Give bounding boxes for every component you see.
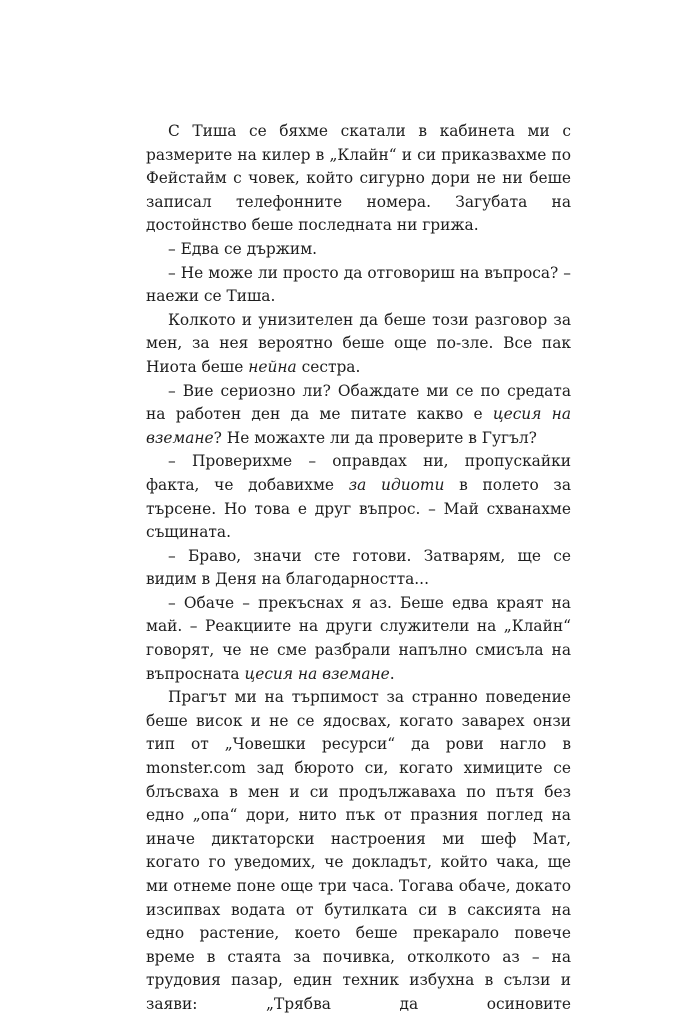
paragraph <box>146 592 571 686</box>
text-run: . <box>389 664 395 683</box>
italic-text-run: за идиоти <box>348 475 445 494</box>
text-run: – Обаче – прекъснах я аз. Беше едва краят на май. – Реакциите на други служители на „Клайн“ говорят, че не сме разбрали напълно смисъла на въпросната <box>146 593 571 683</box>
paragraph <box>146 450 571 544</box>
text-run: – Вие сериозно ли? Обаждате ми се по средата на работен ден да ме питате какво е <box>146 381 571 424</box>
paragraph <box>146 545 571 592</box>
text-run: – Едва се държим. <box>168 239 318 258</box>
text-run: – Не може ли просто да отговориш на въпроса? – наежи се Тиша. <box>146 263 571 306</box>
text-run: Колкото и унизителен да беше този разговор за мен, за нея вероятно беше още по-зле. Все пак Ниота беше <box>146 310 571 376</box>
page-body-text <box>146 120 571 1017</box>
italic-text-run: цесия на вземане <box>146 405 571 447</box>
text-run: – Браво, значи сте готови. Затварям, ще се видим в Деня на благодарността... <box>146 546 571 589</box>
text-run: Прагът ми на търпимост за странно поведение беше висок и не се ядосвах, когато заварех онзи тип от „Човешки ресурси“ да рови нагло в monster.com зад бюрото си, когато химиците се блъсваха в мен и си продължаваха по пътя без едно „опа“ дори, нито пък от празния поглед на иначе диктаторски настроения ми шеф Мат, когато го уведомих, че докладът, който чака, ще ми отнеме поне още три часа. Тогава обаче, докато изсипвах водата от бутилката си в саксията на едно растение, което беше прекарало повече време в стаята за почивка, отколкото аз – на трудовия пазар, един техник избухна в сълзи и заяви: „Трябва да осиновите <box>146 688 571 1013</box>
italic-text-run: нейна <box>248 357 297 376</box>
text-run: сестра. <box>296 357 361 376</box>
paragraph <box>146 238 571 262</box>
paragraph <box>146 686 571 1016</box>
italic-text-run: цесия на вземане <box>244 664 390 683</box>
paragraph <box>146 380 571 451</box>
text-run: С Тиша се бяхме скатали в кабинета ми с размерите на килер в „Клайн“ и си приказвахме по Фейстайм с човек, който сигурно дори не ни беше записал телефонните номера. Загубата на достойнство беше последната ни грижа. <box>146 122 571 235</box>
paragraph <box>146 309 571 380</box>
paragraph <box>146 120 571 238</box>
text-run: в полето за търсене. Но това е друг въпрос. – Май схванахме същината. <box>146 475 571 542</box>
paragraph <box>146 262 571 309</box>
text-run: ? Не можахте ли да проверите в Гугъл? <box>213 428 537 447</box>
text-run: – Проверихме – оправдах ни, пропускайки факта, че добавихме <box>146 452 571 494</box>
